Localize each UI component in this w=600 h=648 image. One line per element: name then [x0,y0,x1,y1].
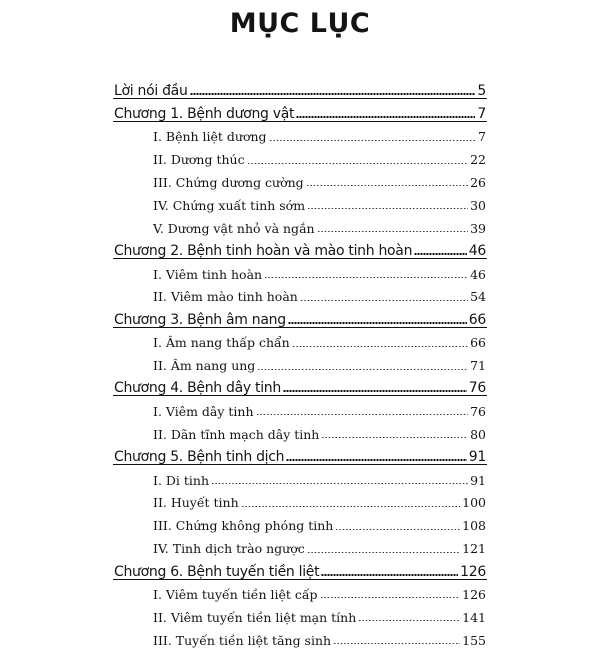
dot-leader [241,506,460,507]
toc-section-entry [0,601,486,624]
toc-entry-page-number: 141 [462,609,486,625]
toc-section-entry [0,579,486,602]
toc-entry-label: II. Dương thúc [153,152,245,168]
dot-leader [358,620,460,621]
dot-leader [414,253,467,255]
toc-section-entry [0,327,486,350]
toc-entry-page-number: 155 [462,632,486,648]
toc-entry-label: III. Tuyến tiền liệt tăng sinh [153,632,332,648]
toc-entry-page-number: 26 [470,174,486,190]
toc-section-entry [0,212,486,235]
toc-entry-label: I. Âm nang thấp chẩn [153,335,290,351]
dot-leader [247,163,469,164]
toc-entry-label: I. Di tinh [153,472,209,488]
toc-entry-label: Chương 6. Bệnh tuyến tiền liệt [114,563,320,580]
toc-entry-page-number: 7 [477,105,486,122]
toc-entry-page-number: 121 [462,541,486,557]
toc-entry-page-number: 126 [462,586,486,602]
toc-entry-label: II. Âm nang ung [153,358,256,374]
dot-leader [300,300,468,301]
dot-leader [320,597,461,598]
toc-section-entry [0,121,486,144]
toc-section-entry [0,281,486,304]
page-title: MỤC LỤC [229,8,371,39]
toc-entry-page-number: 76 [468,380,486,397]
toc-section-entry [0,395,486,418]
toc-entry-page-number: 71 [470,358,486,374]
toc-section-entry [0,487,486,510]
toc-entry-label: II. Dãn tĩnh mạch dây tinh [153,426,320,442]
toc-entry-label: II. Viêm mào tinh hoàn [153,289,298,305]
dot-leader [321,437,468,438]
dot-leader [333,643,460,644]
toc-entry-label: Chương 2. Bệnh tinh hoàn và mào tinh hoàn [114,243,413,260]
toc-entry-page-number: 66 [468,311,486,328]
toc-entry-label: V. Dương vật nhỏ và ngắn [153,220,315,236]
toc-chapter-entry [0,75,486,98]
toc-entry-label: I. Bệnh liệt dương [153,129,267,145]
toc-entry-page-number: 46 [468,243,486,260]
toc-entry-label: I. Viêm tinh hoàn [153,266,263,282]
toc-entry-page-number: 30 [470,197,486,213]
toc-entry-label: III. Chứng không phóng tinh [153,518,334,534]
toc-entry-label: IV. Tinh dịch trào ngược [153,541,305,557]
dot-leader [256,414,469,415]
dot-leader [190,93,476,95]
dot-leader [335,529,460,530]
table-of-contents [0,75,600,647]
toc-entry-label: II. Huyết tinh [153,495,239,511]
toc-section-entry [0,624,486,647]
toc-entry-page-number: 91 [470,472,486,488]
toc-section-entry [0,189,486,212]
toc-entry-label: Chương 1. Bệnh dương vật [114,105,295,122]
toc-entry-page-number: 22 [470,152,486,168]
dot-leader [288,322,467,324]
toc-section-entry [0,167,486,190]
toc-entry-label: IV. Chứng xuất tinh sớm [153,197,306,213]
toc-chapter-entry [0,373,486,396]
toc-section-entry [0,144,486,167]
toc-entry-page-number: 108 [462,518,486,534]
toc-entry-label: I. Viêm tuyến tiền liệt cấp [153,586,318,602]
dot-leader [307,552,460,553]
toc-entry-label: II. Viêm tuyến tiền liệt mạn tính [153,609,357,625]
toc-entry-label: Chương 4. Bệnh dây tinh [114,380,281,397]
dot-leader [307,208,468,209]
dot-leader [321,574,458,576]
toc-entry-label: I. Viêm dây tinh [153,403,254,419]
dot-leader [264,277,468,278]
toc-section-entry [0,510,486,533]
toc-entry-page-number: 66 [470,335,486,351]
toc-entry-page-number: 100 [462,495,486,511]
toc-entry-page-number: 76 [470,403,486,419]
toc-entry-page-number: 80 [470,426,486,442]
toc-entry-page-number: 54 [470,289,486,305]
toc-section-entry [0,464,486,487]
toc-chapter-entry [0,304,486,327]
toc-chapter-entry [0,235,486,258]
toc-section-entry [0,350,486,373]
toc-section-entry [0,418,486,441]
toc-chapter-entry [0,556,486,579]
dot-leader [296,116,475,118]
toc-entry-label: Lời nói đầu [114,82,188,99]
toc-entry-label: III. Chứng dương cường [153,174,304,190]
toc-chapter-entry [0,98,486,121]
toc-chapter-entry [0,441,486,464]
toc-entry-page-number: 39 [470,220,486,236]
toc-entry-page-number: 7 [478,129,486,145]
dot-leader [211,483,468,484]
dot-leader [269,140,476,141]
toc-entry-label: Chương 3. Bệnh âm nang [114,311,286,328]
dot-leader [283,390,467,392]
dot-leader [292,346,468,347]
toc-entry-page-number: 5 [477,82,486,99]
toc-entry-page-number: 91 [468,449,486,466]
toc-entry-page-number: 126 [460,563,486,580]
toc-section-entry [0,533,486,556]
dot-leader [286,459,467,461]
toc-entry-label: Chương 5. Bệnh tinh dịch [114,449,285,466]
dot-leader [306,185,468,186]
dot-leader [317,231,469,232]
dot-leader [257,369,468,370]
toc-section-entry [0,258,486,281]
toc-entry-page-number: 46 [470,266,486,282]
